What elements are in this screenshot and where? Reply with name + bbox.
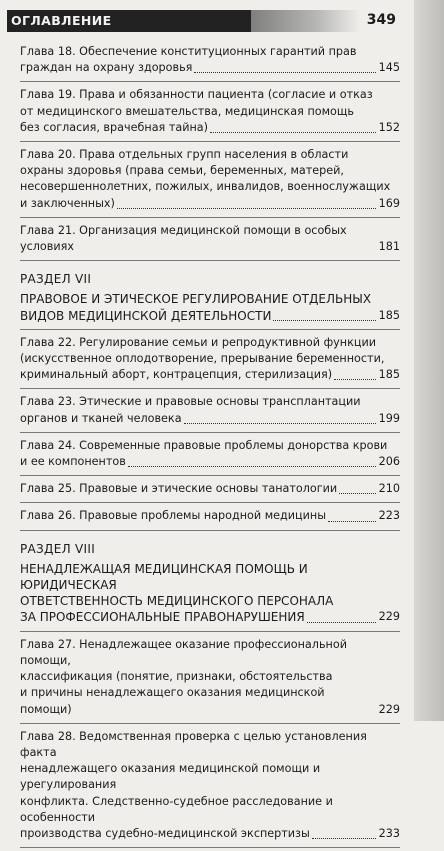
toc-entry-line: конфликта. Следственно-судебное расследование и особенности [20, 794, 333, 824]
toc-entry-line: охраны здоровья (права семьи, беременных, матерей, [20, 164, 344, 178]
entry-separator [20, 217, 400, 218]
toc-group-1 [12, 42, 404, 261]
toc-entry-line: ПРАВОВОЕ И ЭТИЧЕСКОЕ РЕГУЛИРОВАНИЕ ОТДЕЛЬНЫХ [20, 292, 372, 307]
toc-entry-page: 210 [378, 482, 400, 496]
leader-dots [184, 422, 376, 424]
toc-entry-line: граждан на охрану здоровья [20, 61, 193, 75]
entry-separator [20, 502, 400, 503]
toc-entry-line: Глава 26. Правовые проблемы народной медицины [20, 509, 327, 523]
toc-entry-line: Глава 24. Современные правовые проблемы донорства крови [20, 438, 388, 452]
entry-separator [20, 530, 400, 531]
toc-entry-page: 185 [378, 308, 400, 322]
toc-entry-page: 229 [378, 702, 400, 716]
toc-entry[interactable] [12, 436, 404, 472]
toc-entry[interactable] [12, 221, 404, 257]
entry-separator [20, 388, 400, 389]
toc-entry-line: от медицинского вмешательства, медицинская помощь [20, 104, 355, 118]
toc-entry[interactable] [12, 479, 404, 499]
toc-entry[interactable] [12, 727, 404, 844]
leader-dots [339, 492, 376, 494]
toc-entry-line: и заключенных) [20, 196, 115, 210]
toc-entry-page: 185 [378, 368, 400, 382]
toc-entry-line: ОТВЕТСТВЕННОСТЬ МЕДИЦИНСКОГО ПЕРСОНАЛА [20, 594, 334, 609]
toc-entry-page: 206 [378, 455, 400, 469]
header-bleed-through [250, 10, 360, 32]
page-edge-shadow [414, 0, 444, 721]
section-8-title [12, 559, 404, 632]
toc-entry-line: Глава 27. Ненадлежащее оказание профессиональной помощи, [20, 637, 347, 667]
toc-entry-line: НЕНАДЛЕЖАЩАЯ МЕДИЦИНСКАЯ ПОМОЩЬ И ЮРИДИЧЕСКАЯ [20, 561, 308, 593]
toc-entry-page: 152 [378, 120, 400, 134]
toc-group-3 [12, 635, 404, 848]
entry-separator [20, 260, 400, 261]
toc-entry-line: Глава 19. Права и обязанности пациента (согласие и отказ [20, 88, 373, 102]
entry-separator [20, 631, 400, 632]
toc-entry-line: классификация (понятие, признаки, обстоятельства [20, 670, 333, 684]
entry-separator [20, 141, 400, 142]
toc-entry[interactable] [12, 392, 404, 428]
leader-dots [334, 378, 376, 380]
toc-entry-line: и ее компонентов [20, 455, 126, 469]
toc-entry-page: 229 [378, 610, 400, 624]
toc-entry-line: ЗА ПРОФЕССИОНАЛЬНЫЕ ПРАВОНАРУШЕНИЯ [20, 610, 305, 625]
toc-content [12, 42, 404, 851]
toc-entry[interactable] [12, 145, 404, 214]
toc-entry-page: 233 [378, 826, 400, 840]
leader-dots [194, 71, 376, 73]
entry-separator [20, 475, 400, 476]
toc-entry-line: производства судебно-медицинской экспертизы [20, 826, 310, 840]
leader-dots [307, 621, 376, 623]
section-7-title [12, 289, 404, 329]
entry-separator [20, 847, 400, 848]
entry-separator [20, 329, 400, 330]
toc-entry-line: криминальный аборт, контрацепция, стерилизация) [20, 368, 333, 382]
header-label: ОГЛАВЛЕНИЕ [7, 10, 251, 32]
entry-separator [20, 81, 400, 82]
toc-entry-line: и причины ненадлежащего оказания медицинской помощи) [20, 686, 325, 716]
section-7-label: РАЗДЕЛ VII [20, 272, 92, 287]
toc-entry-page: 145 [378, 61, 400, 75]
toc-entry-line: органов и тканей человека [20, 411, 182, 425]
toc-entry[interactable] [12, 333, 404, 386]
toc-entry[interactable] [12, 506, 404, 526]
toc-entry-line: ВИДОВ МЕДИЦИНСКОЙ ДЕЯТЕЛЬНОСТИ [20, 308, 272, 323]
toc-entry-line: (искусственное оплодотворение, прерывание беременности, [20, 352, 385, 366]
leader-dots [117, 207, 376, 209]
entry-separator [20, 432, 400, 433]
toc-entry-line: Глава 20. Права отдельных групп населения в области [20, 148, 349, 162]
page-number: 349 [366, 12, 396, 28]
toc-entry-line: Глава 21. Организация медицинской помощи в особых условиях [20, 223, 347, 254]
toc-entry[interactable] [12, 85, 404, 138]
toc-entry[interactable] [12, 42, 404, 78]
page-header [0, 0, 444, 34]
toc-entry-page: 181 [378, 240, 400, 254]
leader-dots [312, 837, 376, 839]
toc-entry[interactable] [12, 289, 404, 325]
leader-dots [273, 319, 376, 321]
toc-entry-line: без согласия, врачебная тайна) [20, 120, 209, 134]
toc-entry-page: 199 [378, 411, 400, 425]
toc-entry[interactable] [12, 559, 404, 628]
toc-entry-line: Глава 25. Правовые и этические основы танатологии [20, 482, 338, 496]
leader-dots [328, 520, 376, 522]
toc-entry-line: ненадлежащего оказания медицинской помощи и урегулирования [20, 762, 321, 792]
toc-group-2 [12, 333, 404, 531]
leader-dots [128, 465, 376, 467]
entry-separator [20, 723, 400, 724]
toc-entry-line: несовершеннолетних, пожилых, инвалидов, военнослужащих [20, 180, 391, 194]
toc-entry-line: Глава 23. Этические и правовые основы трансплантации [20, 395, 361, 409]
toc-entry[interactable] [12, 635, 404, 720]
leader-dots [210, 131, 376, 133]
toc-entry-line: Глава 28. Ведомственная проверка с целью установления факта [20, 729, 367, 759]
toc-entry-page: 223 [378, 509, 400, 523]
toc-entry-line: Глава 22. Регулирование семьи и репродуктивной функции [20, 335, 377, 349]
toc-entry-line: Глава 18. Обеспечение конституционных гарантий прав [20, 45, 357, 58]
section-8-label: РАЗДЕЛ VIII [20, 541, 96, 556]
toc-entry-page: 169 [378, 196, 400, 210]
